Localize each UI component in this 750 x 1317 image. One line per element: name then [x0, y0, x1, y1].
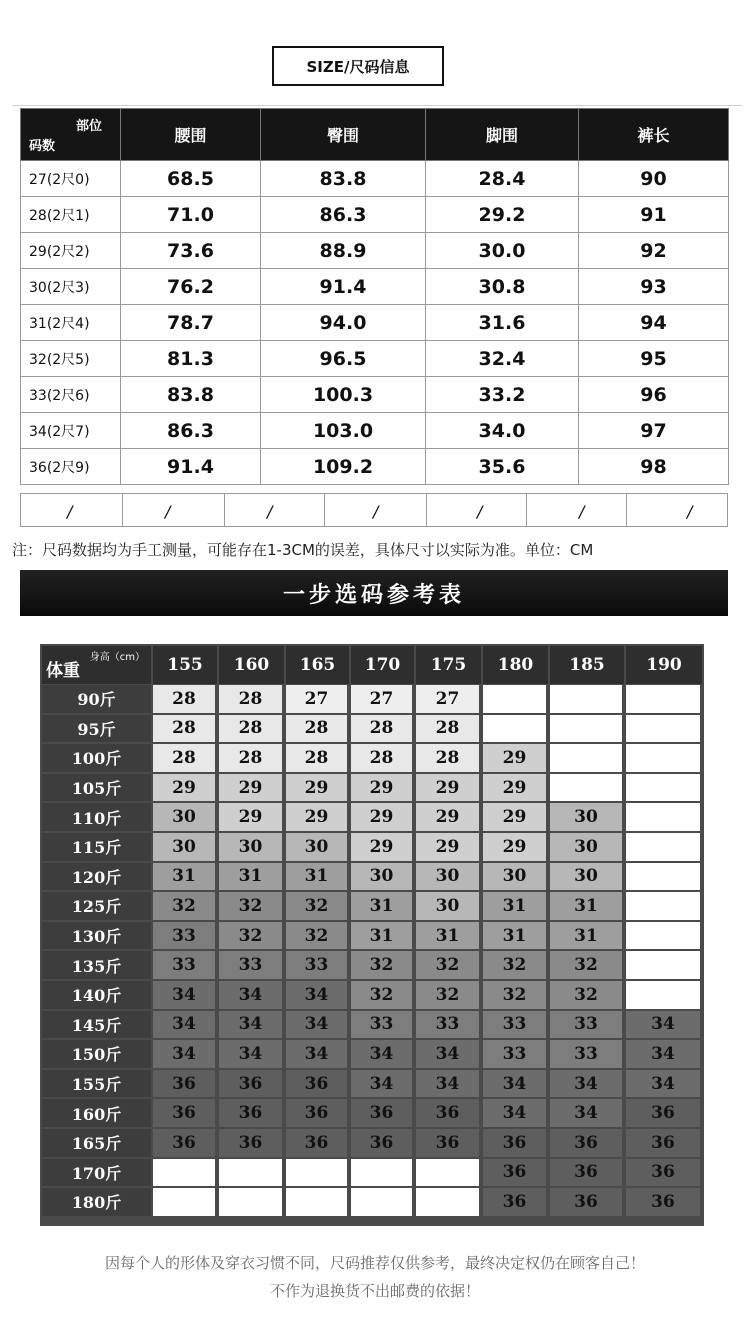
corner-cell — [21, 109, 121, 161]
measurement-cell: 88.9 — [261, 233, 426, 269]
height-header: 175 — [416, 646, 481, 684]
size-recommendation-cell: 29 — [286, 803, 347, 831]
size-recommendation-cell: 29 — [416, 774, 479, 802]
weight-row-header: 105斤 — [42, 774, 151, 802]
size-recommendation-cell: 31 — [550, 892, 622, 920]
measurement-cell: 91 — [579, 197, 729, 233]
slash-mark: / — [67, 502, 73, 521]
size-recommendation-cell — [219, 1159, 282, 1187]
size-table-header — [21, 109, 729, 161]
weight-row-header: 130斤 — [42, 922, 151, 950]
size-recommendation-cell: 31 — [483, 922, 546, 950]
size-code-cell: 36(2尺9) — [21, 449, 121, 485]
size-row — [21, 449, 729, 485]
size-recommendation-cell: 29 — [483, 774, 546, 802]
size-code-cell: 33(2尺6) — [21, 377, 121, 413]
size-recommendation-cell: 32 — [351, 981, 412, 1009]
size-recommendation-cell: 31 — [550, 922, 622, 950]
size-recommendation-cell: 32 — [483, 981, 546, 1009]
size-recommendation-cell — [286, 1188, 347, 1216]
size-recommendation-cell — [286, 1159, 347, 1187]
size-recommendation-cell — [626, 863, 700, 891]
size-recommendation-cell: 30 — [286, 833, 347, 861]
size-recommendation-cell: 34 — [286, 1011, 347, 1039]
measurement-cell: 109.2 — [261, 449, 426, 485]
size-recommendation-cell — [550, 685, 622, 713]
size-recommendation-cell: 36 — [286, 1070, 347, 1098]
weight-row-header: 150斤 — [42, 1040, 151, 1068]
size-title: SIZE/尺码信息 — [272, 46, 444, 86]
size-recommendation-cell: 30 — [351, 863, 412, 891]
measurement-cell: 76.2 — [121, 269, 261, 305]
size-code-cell: 34(2尺7) — [21, 413, 121, 449]
size-recommendation-cell: 27 — [286, 685, 347, 713]
slash-mark: / — [373, 502, 379, 521]
weight-row-header: 100斤 — [42, 744, 151, 772]
measurement-cell: 31.6 — [426, 305, 579, 341]
size-recommendation-cell: 34 — [550, 1070, 622, 1098]
weight-axis-label: 体重 — [46, 661, 80, 681]
measurement-cell: 32.4 — [426, 341, 579, 377]
size-recommendation-cell — [351, 1159, 412, 1187]
size-recommendation-cell: 33 — [351, 1011, 412, 1039]
size-recommendation-cell: 27 — [351, 685, 412, 713]
size-recommendation-cell: 29 — [153, 774, 215, 802]
size-recommendation-cell: 36 — [153, 1099, 215, 1127]
measurement-cell: 78.7 — [121, 305, 261, 341]
size-code-cell: 31(2尺4) — [21, 305, 121, 341]
placeholder-cell — [225, 494, 325, 526]
height-header: 180 — [483, 646, 548, 684]
size-recommendation-cell: 32 — [416, 981, 479, 1009]
slash-mark: / — [579, 502, 585, 521]
size-recommendation-cell: 34 — [416, 1040, 479, 1068]
size-recommendation-cell: 33 — [483, 1011, 546, 1039]
size-recommendation-cell: 27 — [416, 685, 479, 713]
weight-row-header: 160斤 — [42, 1099, 151, 1127]
measurement-cell: 83.8 — [261, 161, 426, 197]
size-recommendation-cell: 28 — [286, 715, 347, 743]
height-header: 185 — [550, 646, 624, 684]
size-recommendation-cell — [626, 803, 700, 831]
corner-code-label: 码数 — [29, 139, 56, 154]
size-recommendation-cell: 36 — [219, 1129, 282, 1157]
placeholder-cell — [627, 494, 727, 526]
size-recommendation-cell: 34 — [153, 1040, 215, 1068]
size-recommendation-cell — [626, 774, 700, 802]
measurement-cell: 35.6 — [426, 449, 579, 485]
size-code-cell: 32(2尺5) — [21, 341, 121, 377]
size-recommendation-cell: 34 — [219, 1011, 282, 1039]
size-recommendation-cell: 30 — [153, 833, 215, 861]
size-code-cell: 28(2尺1) — [21, 197, 121, 233]
height-header: 160 — [219, 646, 284, 684]
weight-row-header: 170斤 — [42, 1159, 151, 1187]
size-recommendation-cell: 36 — [219, 1099, 282, 1127]
slash-mark: / — [687, 502, 693, 521]
measurement-cell: 83.8 — [121, 377, 261, 413]
size-recommendation-cell — [416, 1159, 479, 1187]
weight-row-header: 120斤 — [42, 863, 151, 891]
size-recommendation-cell: 34 — [351, 1070, 412, 1098]
size-code-cell: 29(2尺2) — [21, 233, 121, 269]
measurement-cell: 29.2 — [426, 197, 579, 233]
size-recommendation-cell: 36 — [483, 1129, 546, 1157]
size-code-cell: 27(2尺0) — [21, 161, 121, 197]
measurement-cell: 73.6 — [121, 233, 261, 269]
height-header: 165 — [286, 646, 349, 684]
size-recommendation-cell: 33 — [153, 951, 215, 979]
measurement-cell: 97 — [579, 413, 729, 449]
weight-row-header: 145斤 — [42, 1011, 151, 1039]
size-recommendation-cell: 33 — [550, 1011, 622, 1039]
size-recommendation-cell: 31 — [351, 922, 412, 950]
measurement-cell: 30.8 — [426, 269, 579, 305]
slash-mark: / — [267, 502, 273, 521]
height-header: 170 — [351, 646, 414, 684]
weight-row-header: 135斤 — [42, 951, 151, 979]
size-recommendation-cell: 28 — [219, 715, 282, 743]
size-recommendation-cell: 32 — [286, 892, 347, 920]
placeholder-row — [20, 493, 728, 527]
measurement-cell: 81.3 — [121, 341, 261, 377]
size-recommendation-cell: 28 — [219, 744, 282, 772]
measurement-cell: 90 — [579, 161, 729, 197]
size-recommendation-cell: 29 — [286, 774, 347, 802]
size-recommendation-cell: 36 — [550, 1188, 622, 1216]
measurement-cell: 86.3 — [261, 197, 426, 233]
measurement-cell: 103.0 — [261, 413, 426, 449]
size-recommendation-cell: 30 — [153, 803, 215, 831]
measurement-cell: 100.3 — [261, 377, 426, 413]
weight-row-header: 115斤 — [42, 833, 151, 861]
size-recommendation-cell: 33 — [286, 951, 347, 979]
size-recommendation-cell: 30 — [219, 833, 282, 861]
size-recommendation-cell: 36 — [153, 1129, 215, 1157]
size-recommendation-cell: 31 — [153, 863, 215, 891]
size-recommendation-cell: 34 — [483, 1099, 546, 1127]
size-recommendation-cell: 33 — [219, 951, 282, 979]
size-recommendation-cell: 29 — [483, 744, 546, 772]
size-recommendation-cell — [483, 715, 546, 743]
weight-row-header: 180斤 — [42, 1188, 151, 1216]
size-row — [21, 377, 729, 413]
size-recommendation-cell — [626, 951, 700, 979]
size-recommendation-cell — [626, 685, 700, 713]
size-recommendation-cell: 34 — [351, 1040, 412, 1068]
size-recommendation-cell: 33 — [483, 1040, 546, 1068]
size-recommendation-cell — [351, 1188, 412, 1216]
weight-row-header: 155斤 — [42, 1070, 151, 1098]
size-recommendation-cell: 36 — [626, 1129, 700, 1157]
grid-corner — [42, 646, 151, 684]
size-recommendation-cell: 34 — [286, 981, 347, 1009]
size-recommendation-cell: 34 — [416, 1070, 479, 1098]
corner-part-label: 部位 — [75, 119, 102, 134]
size-recommendation-cell: 32 — [351, 951, 412, 979]
size-recommendation-cell — [416, 1188, 479, 1216]
size-row — [21, 161, 729, 197]
size-recommendation-cell: 36 — [483, 1159, 546, 1187]
size-recommendation-cell: 28 — [351, 744, 412, 772]
slash-mark: / — [477, 502, 483, 521]
size-recommendation-cell — [483, 685, 546, 713]
size-recommendation-cell: 36 — [626, 1188, 700, 1216]
size-code-cell: 30(2尺3) — [21, 269, 121, 305]
size-recommendation-cell: 36 — [483, 1188, 546, 1216]
size-recommendation-cell: 32 — [286, 922, 347, 950]
measurement-cell: 30.0 — [426, 233, 579, 269]
size-recommendation-cell: 33 — [153, 922, 215, 950]
size-recommendation-cell: 34 — [626, 1070, 700, 1098]
measurement-cell: 95 — [579, 341, 729, 377]
measurement-cell: 28.4 — [426, 161, 579, 197]
size-recommendation-cell — [550, 744, 622, 772]
slash-mark: / — [165, 502, 171, 521]
size-recommendation-cell: 34 — [626, 1011, 700, 1039]
size-recommendation-cell: 28 — [153, 685, 215, 713]
footer-line-2: 不作为退换货不出邮费的依据！ — [269, 1282, 480, 1300]
size-recommendation-cell: 34 — [550, 1099, 622, 1127]
size-recommendation-cell — [153, 1159, 215, 1187]
size-recommendation-cell: 36 — [286, 1129, 347, 1157]
size-recommendation-cell: 29 — [351, 803, 412, 831]
placeholder-cell — [325, 494, 427, 526]
size-recommendation-cell: 32 — [550, 981, 622, 1009]
size-row — [21, 197, 729, 233]
size-row — [21, 233, 729, 269]
column-header: 臀围 — [261, 109, 426, 161]
weight-row-header: 165斤 — [42, 1129, 151, 1157]
measurement-cell: 34.0 — [426, 413, 579, 449]
size-recommendation-cell: 36 — [286, 1099, 347, 1127]
size-recommendation-cell — [550, 774, 622, 802]
size-row — [21, 305, 729, 341]
weight-row-header: 125斤 — [42, 892, 151, 920]
size-recommendation-cell: 34 — [219, 1040, 282, 1068]
size-recommendation-cell: 31 — [351, 892, 412, 920]
measurement-cell: 98 — [579, 449, 729, 485]
size-recommendation-cell — [219, 1188, 282, 1216]
size-row — [21, 341, 729, 377]
size-recommendation-cell: 34 — [153, 1011, 215, 1039]
size-recommendation-cell: 31 — [286, 863, 347, 891]
weight-row-header: 95斤 — [42, 715, 151, 743]
size-recommendation-cell: 36 — [351, 1129, 412, 1157]
size-recommendation-cell: 34 — [286, 1040, 347, 1068]
size-recommendation-cell: 34 — [626, 1040, 700, 1068]
size-recommendation-cell: 36 — [626, 1099, 700, 1127]
measurement-cell: 71.0 — [121, 197, 261, 233]
size-recommendation-cell — [626, 744, 700, 772]
size-recommendation-cell — [626, 922, 700, 950]
size-recommendation-cell: 28 — [153, 744, 215, 772]
size-recommendation-cell: 32 — [219, 922, 282, 950]
size-recommendation-cell: 29 — [219, 774, 282, 802]
size-recommendation-cell: 32 — [483, 951, 546, 979]
size-recommendation-cell: 28 — [153, 715, 215, 743]
measurement-cell: 91.4 — [261, 269, 426, 305]
size-recommendation-cell: 28 — [351, 715, 412, 743]
size-recommendation-cell — [626, 715, 700, 743]
measurement-note: 注：尺码数据均为手工测量，可能存在1-3CM的误差，具体尺寸以实际为准。单位：CM — [12, 541, 594, 559]
size-recommendation-cell: 30 — [550, 803, 622, 831]
size-recommendation-cell: 36 — [219, 1070, 282, 1098]
size-row — [21, 413, 729, 449]
size-recommendation-cell: 33 — [416, 1011, 479, 1039]
size-recommendation-cell: 36 — [550, 1129, 622, 1157]
height-header: 190 — [626, 646, 702, 684]
size-recommendation-cell: 30 — [550, 833, 622, 861]
height-axis-label: 身高（cm） — [89, 652, 145, 663]
size-recommendation-cell: 31 — [483, 892, 546, 920]
size-recommendation-cell — [550, 715, 622, 743]
size-recommendation-cell: 34 — [483, 1070, 546, 1098]
size-recommendation-cell: 30 — [416, 892, 479, 920]
size-recommendation-cell: 28 — [416, 715, 479, 743]
measurement-cell: 33.2 — [426, 377, 579, 413]
size-recommendation-cell: 36 — [626, 1159, 700, 1187]
size-recommendation-cell: 29 — [416, 803, 479, 831]
size-recommendation-cell: 33 — [550, 1040, 622, 1068]
size-recommendation-cell — [153, 1188, 215, 1216]
divider — [12, 105, 742, 106]
weight-row-header: 90斤 — [42, 685, 151, 713]
size-recommendation-cell: 29 — [483, 803, 546, 831]
measurement-cell: 91.4 — [121, 449, 261, 485]
placeholder-cell — [21, 494, 123, 526]
size-recommendation-cell: 30 — [550, 863, 622, 891]
size-recommendation-cell: 36 — [153, 1070, 215, 1098]
placeholder-cell — [427, 494, 527, 526]
weight-row-header: 110斤 — [42, 803, 151, 831]
size-recommendation-cell: 31 — [416, 922, 479, 950]
size-recommendation-cell: 30 — [483, 863, 546, 891]
footer-line-1: 因每个人的形体及穿衣习惯不同，尺码推荐仅供参考，最终决定权仍在顾客自己！ — [104, 1254, 645, 1272]
size-recommendation-cell: 34 — [153, 981, 215, 1009]
measurement-cell: 86.3 — [121, 413, 261, 449]
size-recommendation-cell: 36 — [550, 1159, 622, 1187]
size-reference-grid — [40, 644, 704, 1226]
size-recommendation-cell: 31 — [219, 863, 282, 891]
size-recommendation-cell — [626, 981, 700, 1009]
size-recommendation-cell: 29 — [416, 833, 479, 861]
size-recommendation-cell: 29 — [351, 774, 412, 802]
size-recommendation-cell: 32 — [219, 892, 282, 920]
size-recommendation-cell: 28 — [219, 685, 282, 713]
measurement-cell: 94 — [579, 305, 729, 341]
size-recommendation-cell: 32 — [550, 951, 622, 979]
size-recommendation-cell: 28 — [286, 744, 347, 772]
weight-row-header: 140斤 — [42, 981, 151, 1009]
height-header: 155 — [153, 646, 217, 684]
placeholder-cell — [123, 494, 225, 526]
size-recommendation-cell: 30 — [416, 863, 479, 891]
size-recommendation-cell: 36 — [351, 1099, 412, 1127]
size-recommendation-cell: 32 — [153, 892, 215, 920]
size-recommendation-cell: 36 — [416, 1129, 479, 1157]
measurement-cell: 94.0 — [261, 305, 426, 341]
size-recommendation-cell: 36 — [416, 1099, 479, 1127]
placeholder-cell — [527, 494, 627, 526]
size-recommendation-cell: 29 — [483, 833, 546, 861]
size-recommendation-cell: 29 — [219, 803, 282, 831]
column-header: 脚围 — [426, 109, 579, 161]
size-recommendation-cell: 32 — [416, 951, 479, 979]
reference-banner: 一步选码参考表 — [20, 570, 728, 616]
size-table — [20, 108, 729, 485]
size-recommendation-cell: 34 — [219, 981, 282, 1009]
measurement-cell: 96 — [579, 377, 729, 413]
measurement-cell: 96.5 — [261, 341, 426, 377]
size-recommendation-cell: 28 — [416, 744, 479, 772]
column-header: 裤长 — [579, 109, 729, 161]
measurement-cell: 92 — [579, 233, 729, 269]
size-recommendation-cell — [626, 833, 700, 861]
size-recommendation-cell: 29 — [351, 833, 412, 861]
measurement-cell: 93 — [579, 269, 729, 305]
column-header: 腰围 — [121, 109, 261, 161]
measurement-cell: 68.5 — [121, 161, 261, 197]
size-row — [21, 269, 729, 305]
size-recommendation-cell — [626, 892, 700, 920]
